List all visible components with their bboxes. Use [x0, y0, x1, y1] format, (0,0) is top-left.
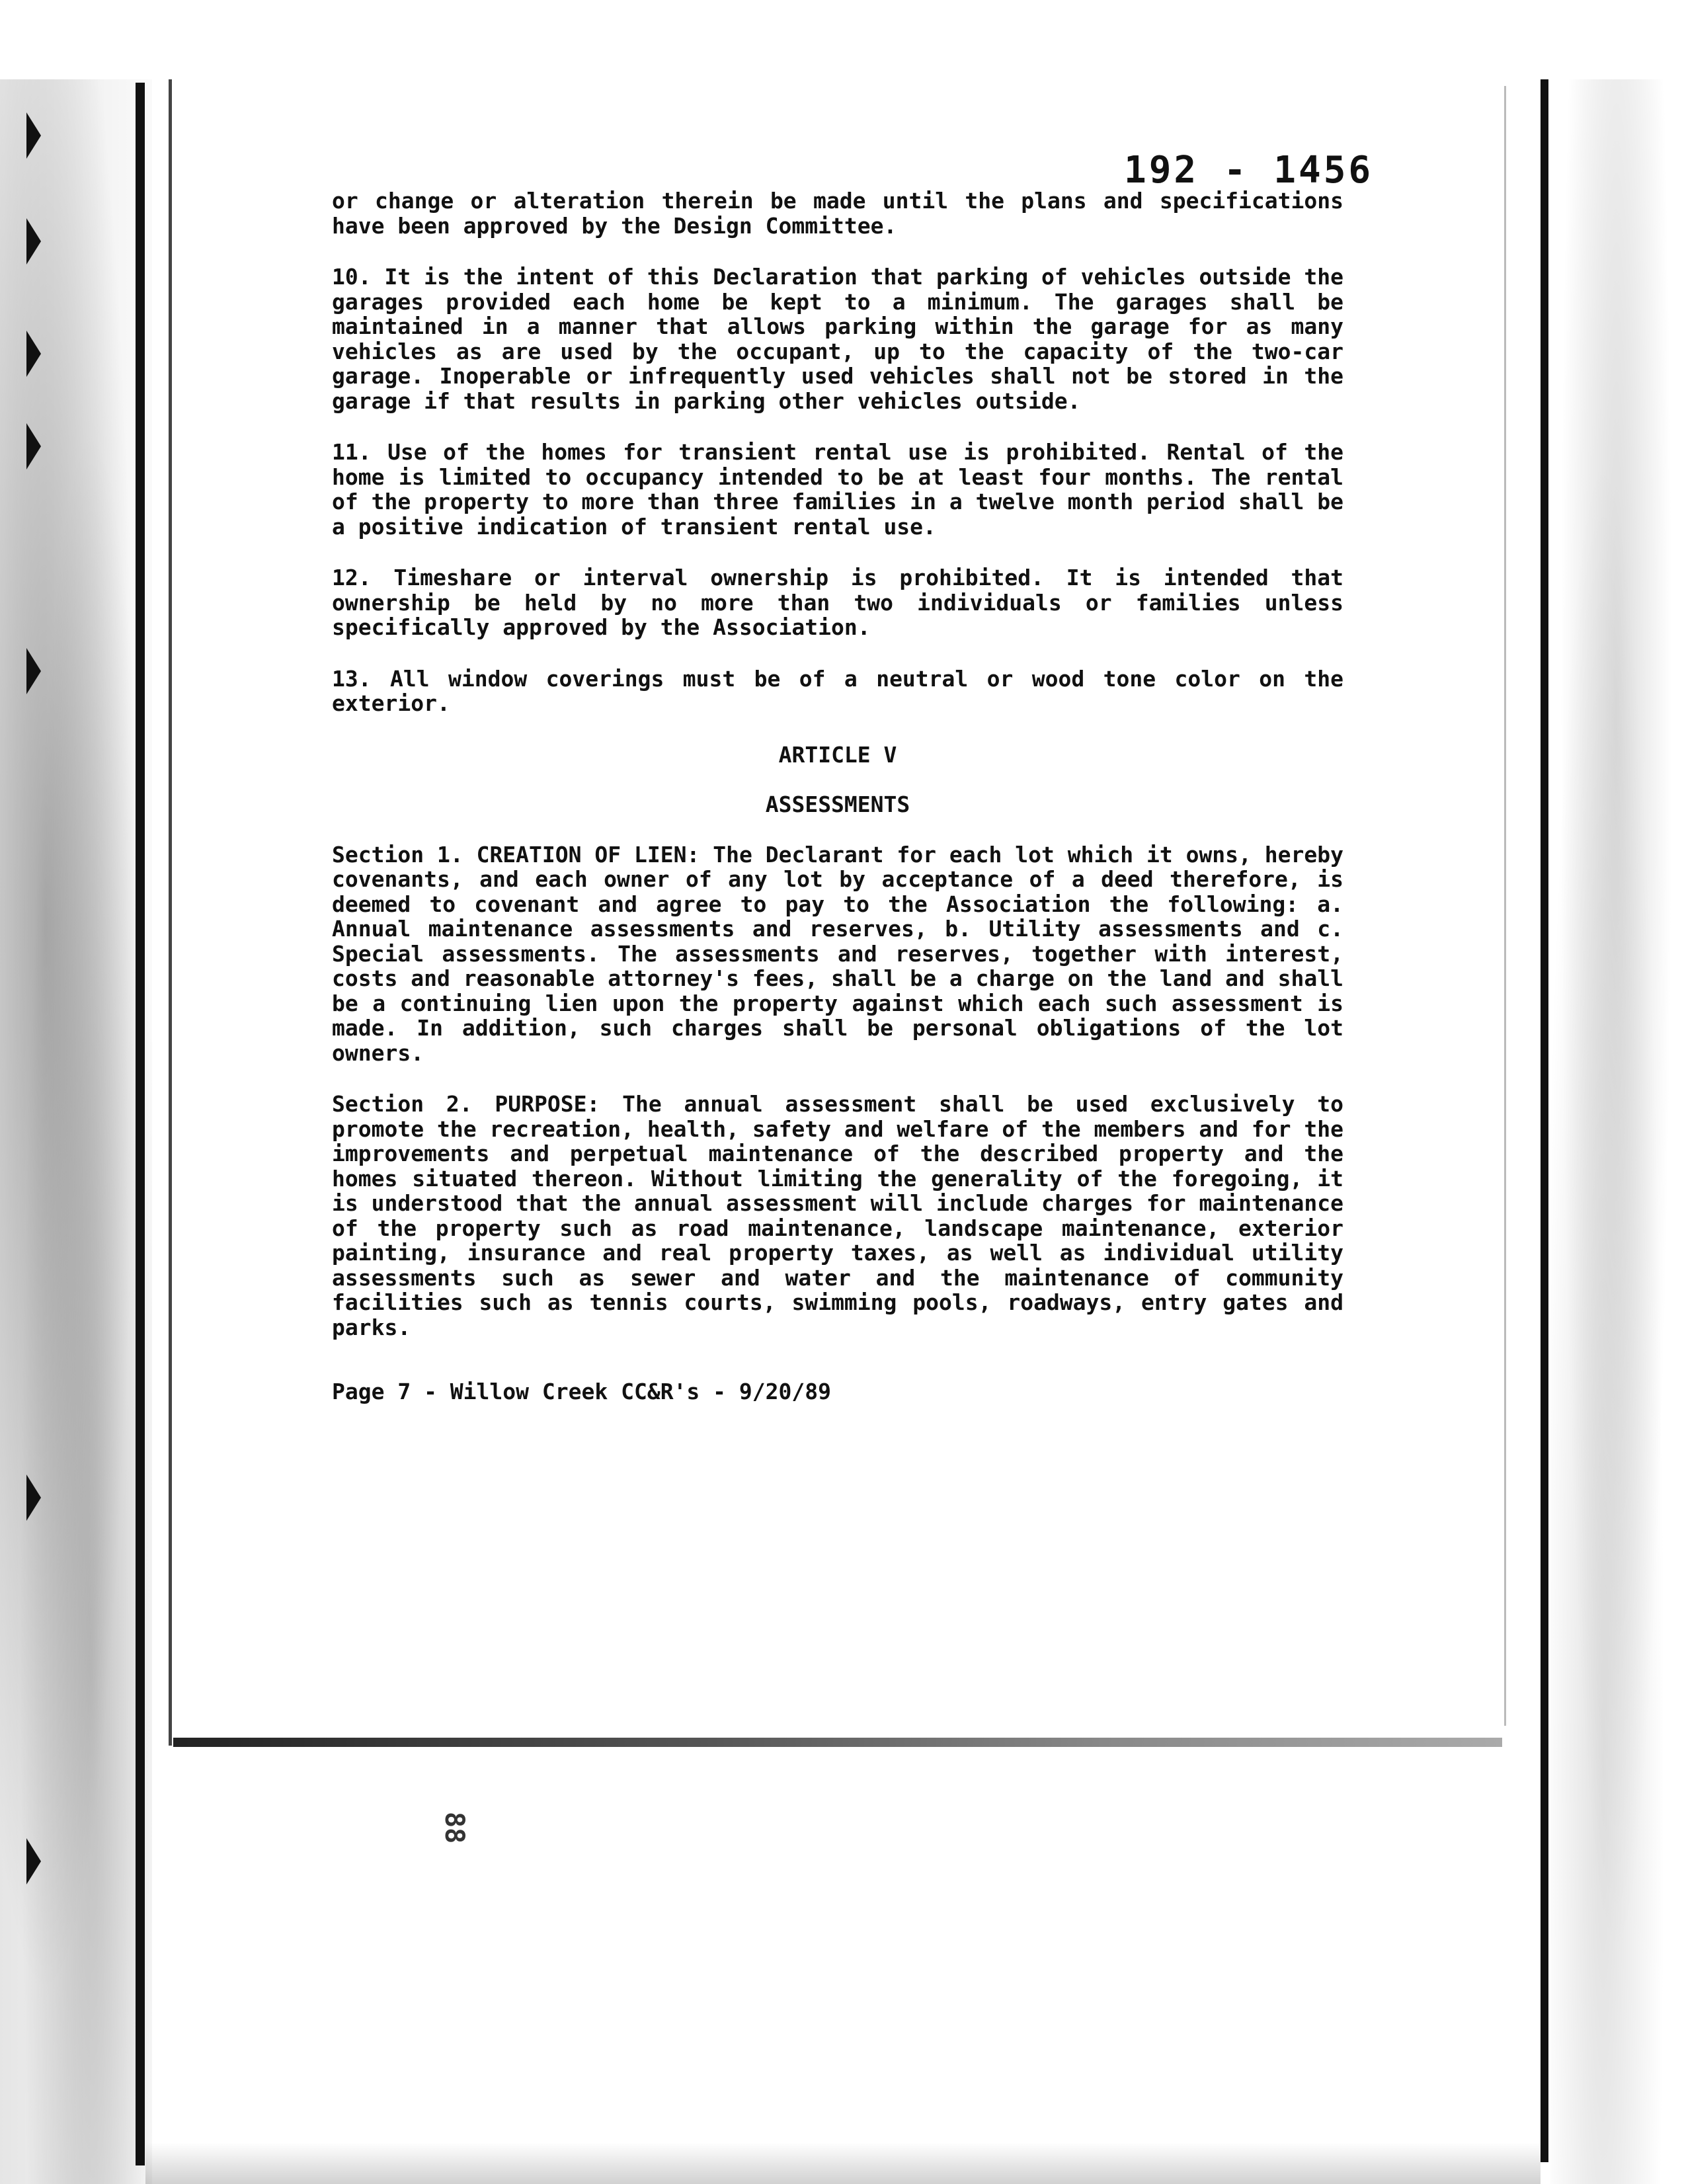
scan-border-right-faint — [1504, 86, 1506, 1726]
scan-shadow-right — [1550, 79, 1682, 2184]
scan-shadow-left — [0, 79, 152, 2184]
paragraph-10: 10. It is the intent of this Declaration that parking of vehicles outside the garages provided each home be kept to a minimum. The garages shall be maintained in a manner that allows parking within the garage for as many vehicles as are used by the occupant, up to the capacity of the two-car garage. Inoperable or infrequently used vehicles shall not be stored in the garage if that results in parking other vehicles outside. — [332, 264, 1343, 414]
paragraph-11: 11. Use of the homes for transient rental use is prohibited. Rental of the home is limited to occupancy intended to be at least four months. The rental of the property to more than three families in a twelve month period shall be a positive indication of transient rental use. — [332, 439, 1343, 540]
section-1-creation-of-lien: Section 1. CREATION OF LIEN: The Declarant for each lot which it owns, hereby covenants, and each owner of any lot by acceptance of a deed therefore, is deemed to covenant and agree to pay to the Association the following: a. Annual maintenance assessments and reserves, b. Utility assessments and c. Special assessments. The assessments and reserves, together with interest, costs and reasonable attorney's fees, shall be a charge on the land and shall be a continuing lien upon the property against which each such assessment is made. In addition, such charges shall be personal obligations of the lot owners. — [332, 841, 1343, 1066]
paragraph-13: 13. All window coverings must be of a neutral or wood tone color on the exterior. — [332, 665, 1343, 716]
article-title: ASSESSMENTS — [765, 791, 910, 817]
page-number: 192 - 1456 — [1124, 149, 1374, 192]
scan-border-left — [136, 83, 145, 2165]
page-footer: Page 7 - Willow Creek CC&R's - 9/20/89 — [332, 1379, 831, 1404]
document-body — [332, 188, 1343, 1404]
paragraph-continuation: or change or alteration therein be made until the plans and specifications have been approved by the Design Committee. — [332, 188, 1343, 239]
margin-mark: 88 — [439, 1812, 469, 1844]
article-number: ARTICLE V — [778, 741, 897, 768]
scan-border-left-inner — [169, 79, 172, 1746]
scan-border-bottom — [173, 1738, 1502, 1747]
paragraph-12: 12. Timeshare or interval ownership is prohibited. It is intended that ownership be held by no more than two individuals or families unless specifically approved by the Association. — [332, 565, 1343, 640]
scan-shadow-bottom — [145, 2142, 1541, 2184]
section-2-purpose: Section 2. PURPOSE: The annual assessment shall be used exclusively to promote the recreation, health, safety and welfare of the members and for the improvements and perpetual maintenance of the described property and the homes situated thereon. Without limiting the generality of the foregoing, it is understood that the annual assessment will include charges for maintenance of the property such as road maintenance, landscape maintenance, exterior painting, insurance and real property taxes, as well as individual utility assessments such as sewer and water and the maintenance of community facilities such as tennis courts, swimming pools, roadways, entry gates and parks. — [332, 1091, 1343, 1340]
scan-border-right — [1541, 79, 1548, 2162]
